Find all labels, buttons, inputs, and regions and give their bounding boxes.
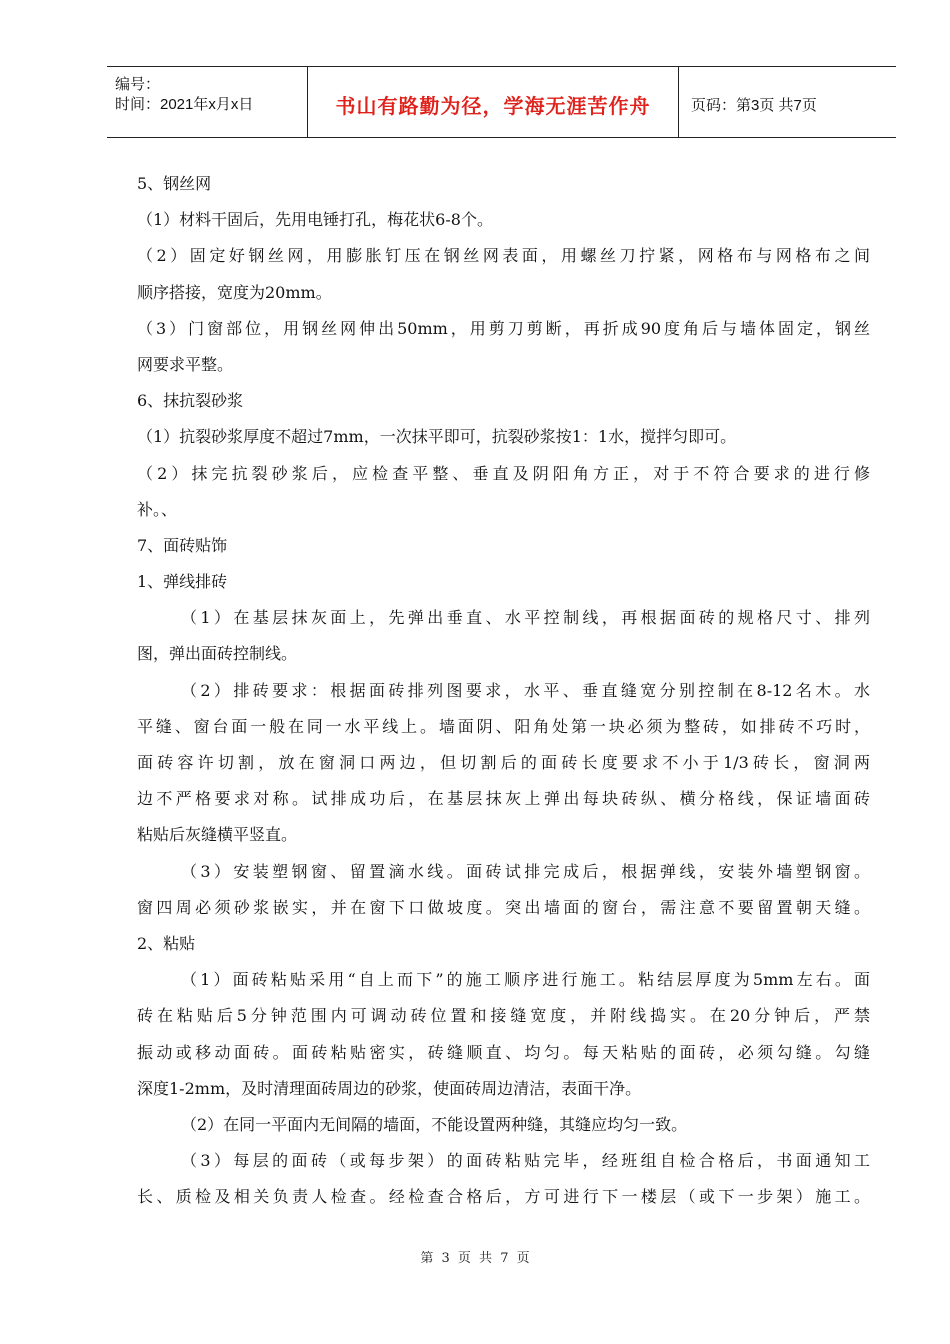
body-text-line: （1）面砖粘贴采用“自上而下”的施工顺序进行施工。粘结层厚度为5mm左右。面: [181, 970, 870, 990]
body-text-line: 顺序搭接，宽度为20mm。: [137, 282, 332, 302]
header-page-code: 页码：第3页 共7页: [691, 97, 817, 114]
document-header: [107, 66, 896, 138]
body-text-line: 7、面砖贴饰: [137, 535, 228, 555]
body-text-line: （2）在同一平面内无间隔的墙面，不能设置两种缝，其缝应均匀一致。: [181, 1114, 688, 1134]
header-info-cell: [107, 67, 308, 137]
body-text-line: （1）在基层抹灰面上，先弹出垂直、水平控制线，再根据面砖的规格尺寸、排列: [181, 608, 870, 628]
body-text-line: （2）固定好钢丝网，用膨胀钉压在钢丝网表面，用螺丝刀拧紧，网格布与网格布之间: [137, 246, 870, 266]
body-text-line: 振动或移动面砖。面砖粘贴密实，砖缝顺直、均匀。每天粘贴的面砖，必须勾缝。勾缝: [137, 1042, 870, 1062]
body-text-line: 5、钢丝网: [137, 174, 212, 193]
page-footer: 第 3 页 共 7 页: [420, 1251, 530, 1266]
body-text-line: （3）安装塑钢窗、留置滴水线。面砖试排完成后，根据弹线，安装外墙塑钢窗。: [181, 861, 870, 881]
body-text-line: 边不严格要求对称。试排成功后，在基层抹灰上弹出每块砖纵、横分格线，保证墙面砖: [137, 789, 870, 809]
body-text-line: （1）抗裂砂浆厚度不超过7mm，一次抹平即可，抗裂砂浆按1：1水，搅拌匀即可。: [137, 427, 737, 447]
header-page-cell: [679, 67, 896, 137]
body-text-line: （1）材料干固后，先用电锤打孔，梅花状6-8个。: [137, 210, 493, 230]
body-text-line: 窗四周必须砂浆嵌实，并在窗下口做坡度。突出墙面的窗台，需注意不要留置朝天缝。: [137, 897, 870, 917]
document-code-label: 编号：: [115, 76, 161, 93]
body-text-line: （2）排砖要求：根据面砖排列图要求，水平、垂直缝宽分别控制在8-12名木。水: [181, 680, 870, 700]
body-text-line: （3）每层的面砖（或每步架）的面砖粘贴完毕，经班组自检合格后，书面通知工: [181, 1151, 870, 1171]
body-text-line: （2）抹完抗裂砂浆后，应检查平整、垂直及阴阳角方正，对于不符合要求的进行修: [137, 463, 870, 483]
body-text-line: 补。、: [137, 499, 178, 519]
body-text-line: 粘贴后灰缝横平竖直。: [137, 825, 298, 845]
body-text-line: 2、粘贴: [137, 933, 196, 953]
body-text-line: 图，弹出面砖控制线。: [137, 644, 298, 664]
body-text-line: 长、质检及相关负责人检查。经检查合格后，方可进行下一楼层（或下一步架）施工。: [137, 1187, 870, 1207]
body-text-line: 网要求平整。: [137, 354, 234, 374]
body-text-line: 6、抹抗裂砂浆: [137, 391, 244, 411]
header-motto-cell: [308, 67, 679, 137]
body-text-line: 平缝、窗台面一般在同一水平线上。墙面阴、阳角处第一块必须为整砖，如排砖不巧时，: [137, 716, 870, 736]
body-text-line: 砖在粘贴后5分钟范围内可调动砖位置和接缝宽度，并附线捣实。在20分钟后，严禁: [137, 1006, 870, 1026]
body-text-line: 深度1-2mm，及时清理面砖周边的砂浆，使面砖周边清洁，表面干净。: [137, 1078, 642, 1098]
body-text-line: （3）门窗部位，用钢丝网伸出50mm，用剪刀剪断，再折成90度角后与墙体固定，钢丝: [137, 318, 870, 338]
document-body: [137, 166, 870, 1215]
body-text-line: 面砖容许切割，放在窗洞口两边，但切割后的面砖长度要求不小于1/3砖长，窗洞两: [137, 753, 870, 772]
document-date-label: 时间：2021年x月x日: [115, 96, 254, 113]
header-motto: 书山有路勤为径，学海无涯苦作舟: [335, 94, 651, 118]
body-text-line: 1、弹线排砖: [137, 572, 228, 592]
